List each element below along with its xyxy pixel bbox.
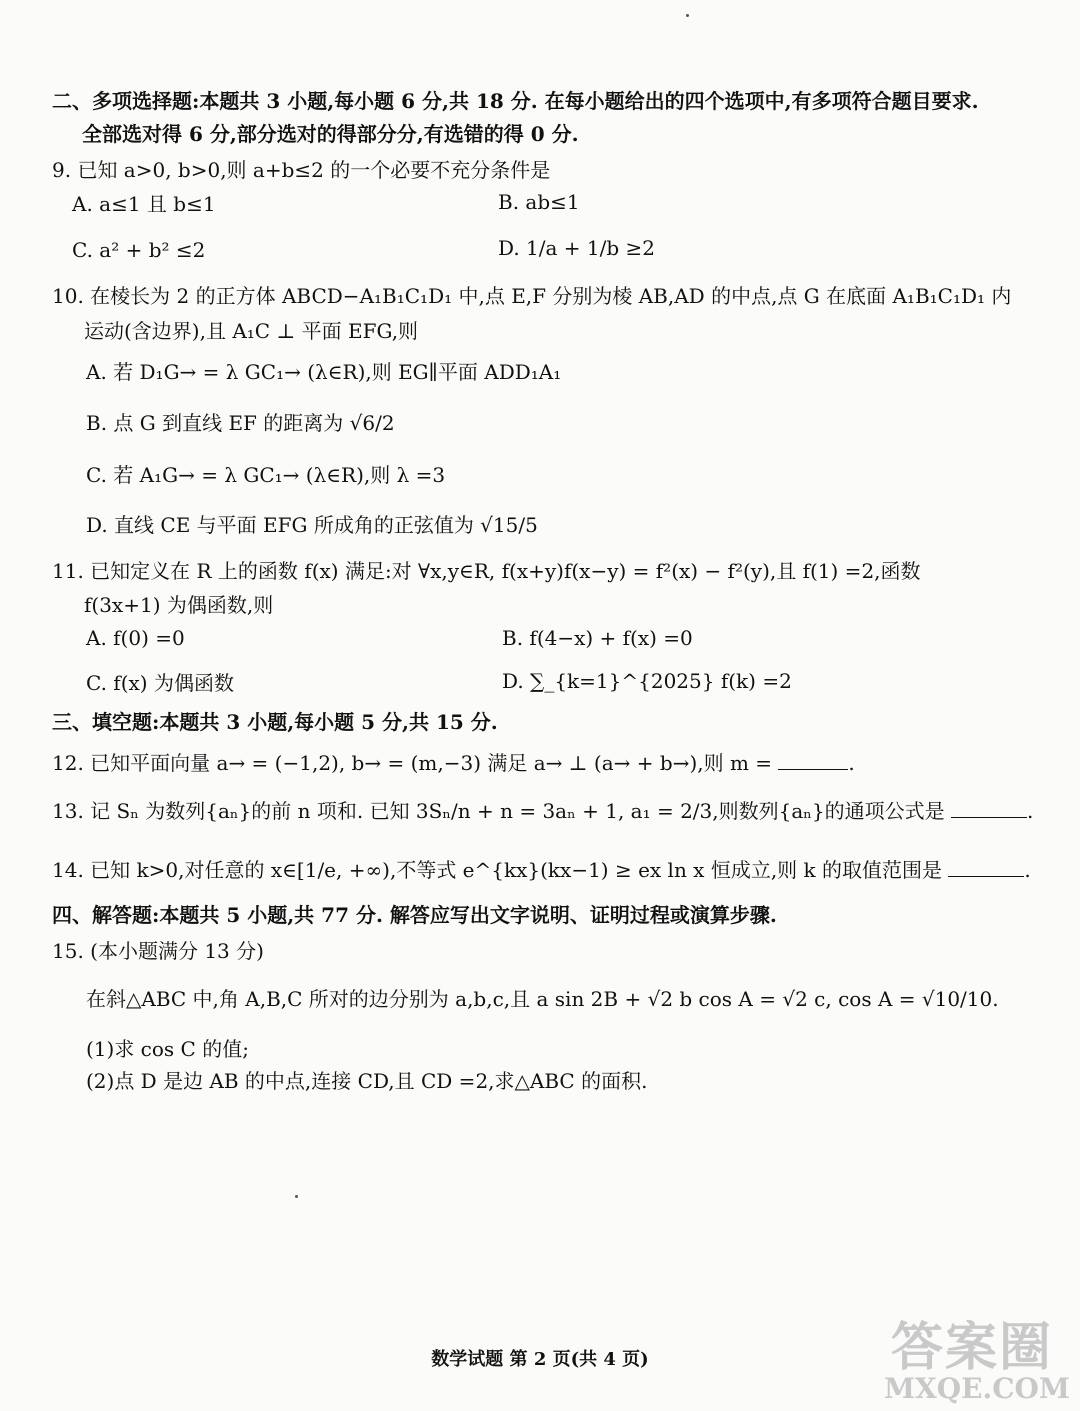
- q11-stem-2: f(3x+1) 为偶函数,则: [84, 593, 274, 617]
- watermark-line1: 答案圈: [890, 1317, 1053, 1378]
- q11-option-b: B. f(4−x) + f(x) =0: [502, 626, 693, 650]
- q14-text: 14. 已知 k>0,对任意的 x∈[1/e, +∞),不等式 e^{kx}(kx−1) ≥ ex ln x 恒成立,则 k 的取值范围是 .: [52, 858, 1031, 882]
- q14-answer-blank[interactable]: [948, 858, 1024, 877]
- q15-part2: (2)点 D 是边 AB 的中点,连接 CD,且 CD =2,求△ABC 的面积.: [86, 1069, 648, 1093]
- q11-option-c: C. f(x) 为偶函数: [86, 671, 234, 695]
- q10-stem-1: 10. 在棱长为 2 的正方体 ABCD−A₁B₁C₁D₁ 中,点 E,F 分别为棱 AB,AD 的中点,点 G 在底面 A₁B₁C₁D₁ 内: [52, 284, 1012, 308]
- section2-heading-cont: 全部选对得 6 分,部分选对的得部分分,有选错的得 0 分.: [82, 122, 579, 146]
- section4-heading: 四、解答题:本题共 5 小题,共 77 分. 解答应写出文字说明、证明过程或演算步骤.: [52, 903, 777, 927]
- q10-option-c: C. 若 A₁G→ = λ GC₁→ (λ∈R),则 λ =3: [86, 463, 446, 487]
- q11-option-d: D. ∑_{k=1}^{2025} f(k) =2: [502, 669, 792, 693]
- q11-option-a: A. f(0) =0: [86, 626, 185, 650]
- q15-part1: (1)求 cos C 的值;: [86, 1037, 249, 1061]
- watermark-logo: [884, 1317, 1070, 1408]
- q13-label: 13. 记 Sₙ 为数列{aₙ}的前 n 项和. 已知 3Sₙ/n + n = 3aₙ + 1, a₁ = 2/3,则数列{aₙ}的通项公式是: [52, 799, 945, 823]
- q12-answer-blank[interactable]: [778, 751, 848, 770]
- q10-stem-2: 运动(含边界),且 A₁C ⊥ 平面 EFG,则: [84, 319, 419, 343]
- q10-option-b: B. 点 G 到直线 EF 的距离为 √6/2: [86, 411, 395, 435]
- scan-speck: [295, 1195, 298, 1198]
- q13-text: 13. 记 Sₙ 为数列{aₙ}的前 n 项和. 已知 3Sₙ/n + n = 3aₙ + 1, a₁ = 2/3,则数列{aₙ}的通项公式是 .: [52, 799, 1034, 823]
- q12-text: 12. 已知平面向量 a→ = (−1,2), b→ = (m,−3) 满足 a→ ⊥ (a→ + b→),则 m = .: [52, 751, 855, 775]
- q9-option-c: C. a² + b² ≤2: [72, 238, 206, 262]
- q12-label: 12. 已知平面向量 a→ = (−1,2), b→ = (m,−3) 满足 a→ ⊥ (a→ + b→),则 m =: [52, 751, 773, 775]
- page-footer: 数学试题 第 2 页(共 4 页): [431, 1349, 649, 1370]
- q9-option-b: B. ab≤1: [498, 190, 580, 214]
- section3-heading: 三、填空题:本题共 3 小题,每小题 5 分,共 15 分.: [52, 710, 498, 734]
- q11-stem-1: 11. 已知定义在 R 上的函数 f(x) 满足:对 ∀x,y∈R, f(x+y)f(x−y) = f²(x) − f²(y),且 f(1) =2,函数: [52, 559, 921, 583]
- q9-option-d: D. 1/a + 1/b ≥2: [498, 236, 656, 260]
- q9-stem: 9. 已知 a>0, b>0,则 a+b≤2 的一个必要不充分条件是: [52, 158, 551, 182]
- q14-label: 14. 已知 k>0,对任意的 x∈[1/e, +∞),不等式 e^{kx}(kx−1) ≥ ex ln x 恒成立,则 k 的取值范围是: [52, 858, 943, 882]
- q13-answer-blank[interactable]: [951, 799, 1027, 818]
- q15-header: 15. (本小题满分 13 分): [52, 939, 264, 963]
- q9-option-a: A. a≤1 且 b≤1: [72, 192, 216, 216]
- q15-stem: 在斜△ABC 中,角 A,B,C 所对的边分别为 a,b,c,且 a sin 2B + √2 b cos A = √2 c, cos A = √10/10.: [86, 987, 999, 1011]
- q10-option-d: D. 直线 CE 与平面 EFG 所成角的正弦值为 √15/5: [86, 513, 538, 537]
- watermark-line2: MXQE.COM: [884, 1372, 1070, 1405]
- scan-speck: [686, 14, 689, 17]
- section2-heading: 二、多项选择题:本题共 3 小题,每小题 6 分,共 18 分. 在每小题给出的四个选项中,有多项符合题目要求.: [52, 89, 979, 113]
- q10-option-a: A. 若 D₁G→ = λ GC₁→ (λ∈R),则 EG∥平面 ADD₁A₁: [86, 360, 562, 384]
